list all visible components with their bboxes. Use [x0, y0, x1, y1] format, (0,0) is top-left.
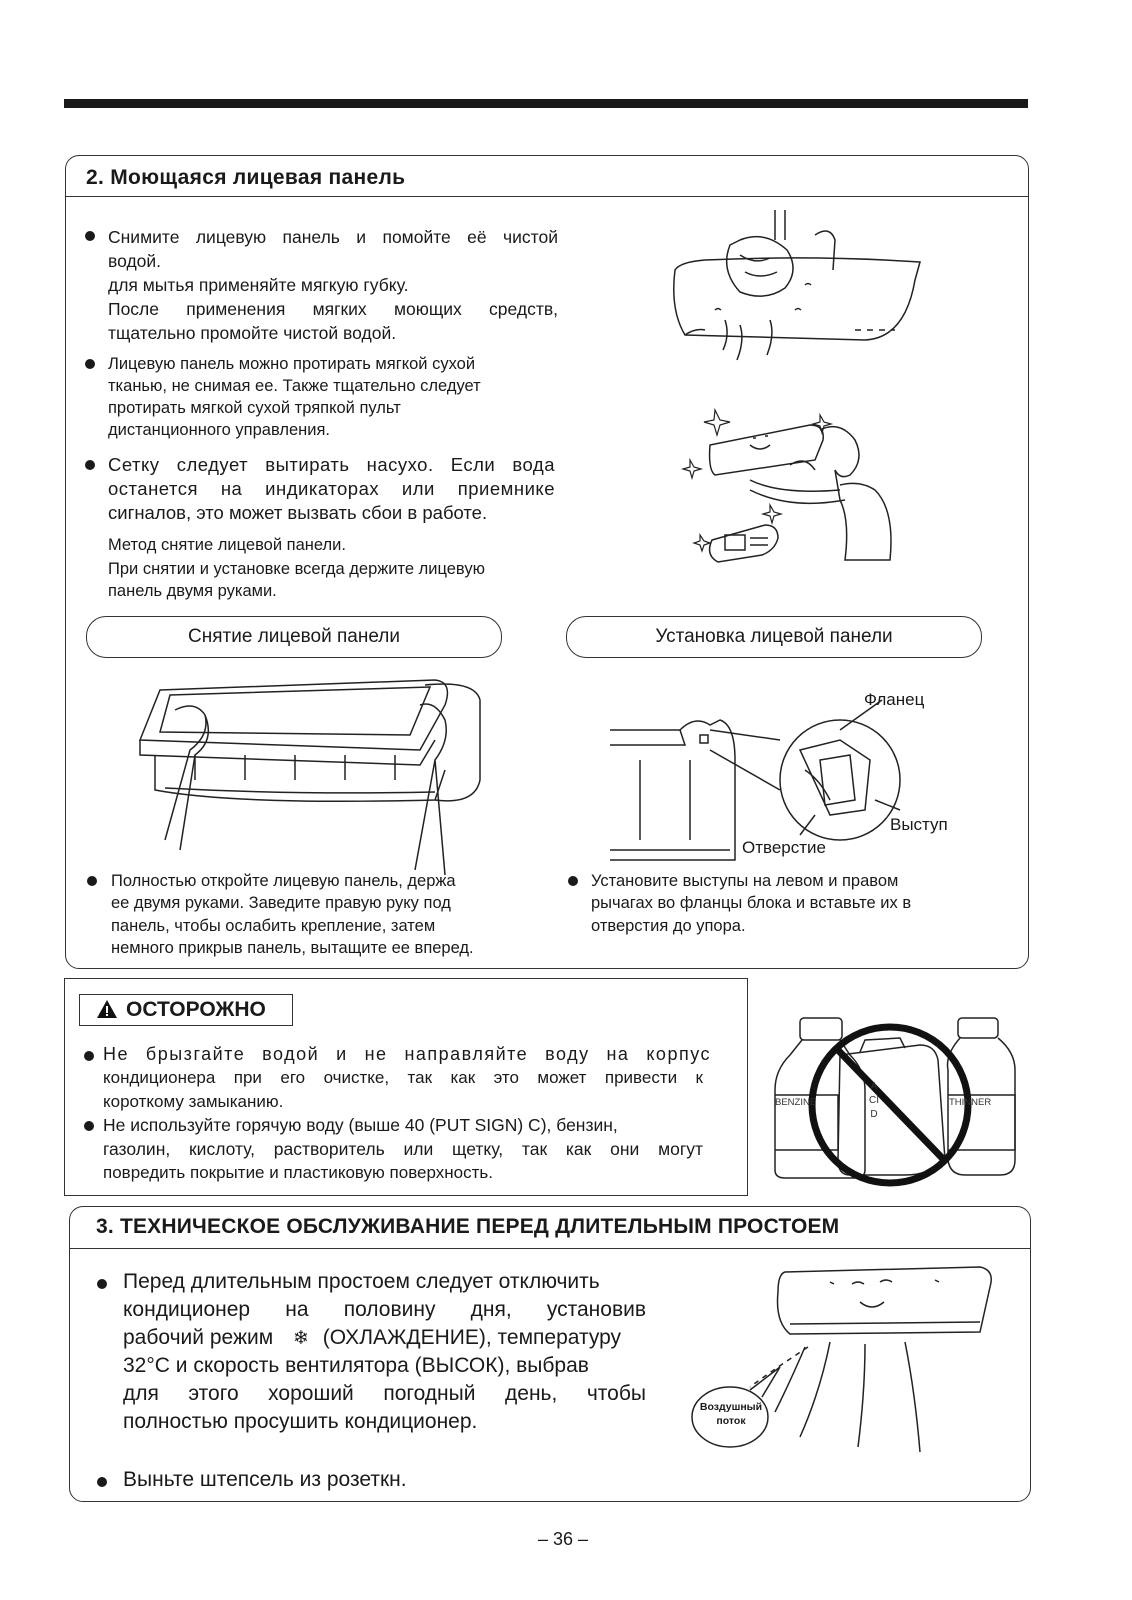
- caution-title: ОСТОРОЖНО: [126, 998, 266, 1021]
- text-line: Лицевую панель можно протирать мягкой сухой: [108, 355, 476, 373]
- caution-line: Не используйте горячую воду (выше 40 (PUT SIGN) С), бензин,: [103, 1115, 618, 1135]
- warning-triangle-icon: [96, 998, 118, 1029]
- page-number: – 36 –: [538, 1529, 589, 1549]
- section-3-line: Выньте штепсель из розеткн.: [123, 1468, 407, 1491]
- text-line: Снимите лицевую панель и помойте её чистой: [108, 227, 558, 247]
- mode-label: рабочий режим: [123, 1326, 274, 1349]
- bullet-dot: [84, 1051, 94, 1061]
- section-3-title-rule: [69, 1248, 1030, 1249]
- text-line: отверстия до упора.: [591, 917, 746, 935]
- section-3-mode-line: [123, 1324, 621, 1352]
- washing-panel-illustration: [665, 210, 935, 380]
- caution-line: кондиционера при его очистке, так как это может привести к: [103, 1068, 703, 1087]
- bullet-dot: [85, 231, 95, 241]
- section-3-line: 32°С и скорость вентилятора (ВЫСОК), выбрав: [123, 1354, 589, 1377]
- section-3-title: 3. ТЕХНИЧЕСКОЕ ОБСЛУЖИВАНИЕ ПЕРЕД ДЛИТЕЛЬНЫМ ПРОСТОЕМ: [96, 1215, 840, 1238]
- removal-label: Снятие лицевой панели: [86, 616, 502, 658]
- text-line: рычагах во фланцы блока и вставьте их в: [591, 894, 912, 912]
- panel-removal-illustration: [135, 680, 490, 875]
- caution-line: короткому замыканию.: [103, 1092, 284, 1111]
- text-line: После применения мягких моющих средств,: [108, 299, 558, 319]
- snowflake-icon: ❄: [293, 1327, 309, 1349]
- mode-value: (ОХЛАЖДЕНИЕ), температуру: [322, 1326, 622, 1349]
- text-line: дистанционного управления.: [108, 421, 330, 439]
- airflow-label-line-2: поток: [716, 1415, 746, 1427]
- text-line: При снятии и установке всегда держите лицевую: [108, 560, 485, 578]
- hole-callout: Отверстие: [742, 838, 826, 857]
- bottle-label-thinner: THINNER: [949, 1097, 992, 1108]
- text-line: немного прикрыв панель, вытащите ее вперед.: [111, 939, 474, 957]
- text-line: Установите выступы на левом и правом: [591, 872, 899, 890]
- bullet-dot: [85, 460, 95, 470]
- section-3-line: Перед длительным простоем следует отключить: [123, 1270, 600, 1293]
- flange-callout: Фланец: [864, 690, 925, 709]
- caution-line: газолин, кислоту, растворитель или щетку, так как они могут: [103, 1139, 703, 1159]
- bullet-dot: [97, 1279, 107, 1289]
- text-line: Метод снятие лицевой панели.: [108, 536, 346, 554]
- section-3-line: для этого хороший погодный день, чтобы: [123, 1382, 646, 1405]
- text-line: протирать мягкой сухой тряпкой пульт: [108, 399, 401, 417]
- text-line: для мытья применяйте мягкую губку.: [108, 275, 409, 295]
- text-line: панель двумя руками.: [108, 582, 277, 600]
- section-2-title: 2. Моющаяся лицевая панель: [86, 166, 406, 189]
- top-rule: [64, 99, 1028, 108]
- bottle-label-acid: ACID: [869, 1081, 879, 1120]
- bullet-dot: [85, 359, 95, 369]
- text-line: тщательно промойте чистой водой.: [108, 323, 397, 343]
- text-line: тканью, не снимая ее. Также тщательно следует: [108, 377, 481, 395]
- text-line: останется на индикаторах или приемнике: [108, 478, 555, 499]
- text-line: сигналов, это может вызвать сбои в работе.: [108, 502, 488, 523]
- protrusion-callout: Выступ: [890, 815, 948, 834]
- text-line: Сетку следует вытирать насухо. Если вода: [108, 454, 555, 475]
- text-line: Полностью откройте лицевую панель, держа: [111, 872, 456, 890]
- installation-label: Установка лицевой панели: [566, 616, 982, 658]
- section-3-line: полностью просушить кондиционер.: [123, 1410, 478, 1433]
- text-line: панель, чтобы ослабить крепление, затем: [111, 917, 436, 935]
- section-3-line: кондиционер на половину дня, установив: [123, 1298, 646, 1321]
- text-line: ее двумя руками. Заведите правую руку под: [111, 894, 451, 912]
- bullet-dot: [84, 1121, 94, 1131]
- section-2-title-rule: [65, 196, 1029, 197]
- bullet-dot: [97, 1477, 107, 1487]
- airflow-label-line-1: Воздушный: [699, 1401, 763, 1413]
- bullet-dot: [568, 876, 578, 886]
- caution-line: Не брызгайте водой и не направляйте воду на корпус: [103, 1044, 711, 1064]
- caution-tag: [79, 994, 293, 1026]
- wiping-illustration: [690, 400, 900, 575]
- text-line: водой.: [108, 251, 162, 271]
- caution-line: повредить покрытие и пластиковую поверхность.: [103, 1163, 493, 1182]
- airflow-callout: [698, 1400, 764, 1428]
- bottle-label-benzine: BENZINE: [775, 1097, 817, 1108]
- bullet-dot: [87, 876, 97, 886]
- airflow-illustration: [690, 1262, 1000, 1462]
